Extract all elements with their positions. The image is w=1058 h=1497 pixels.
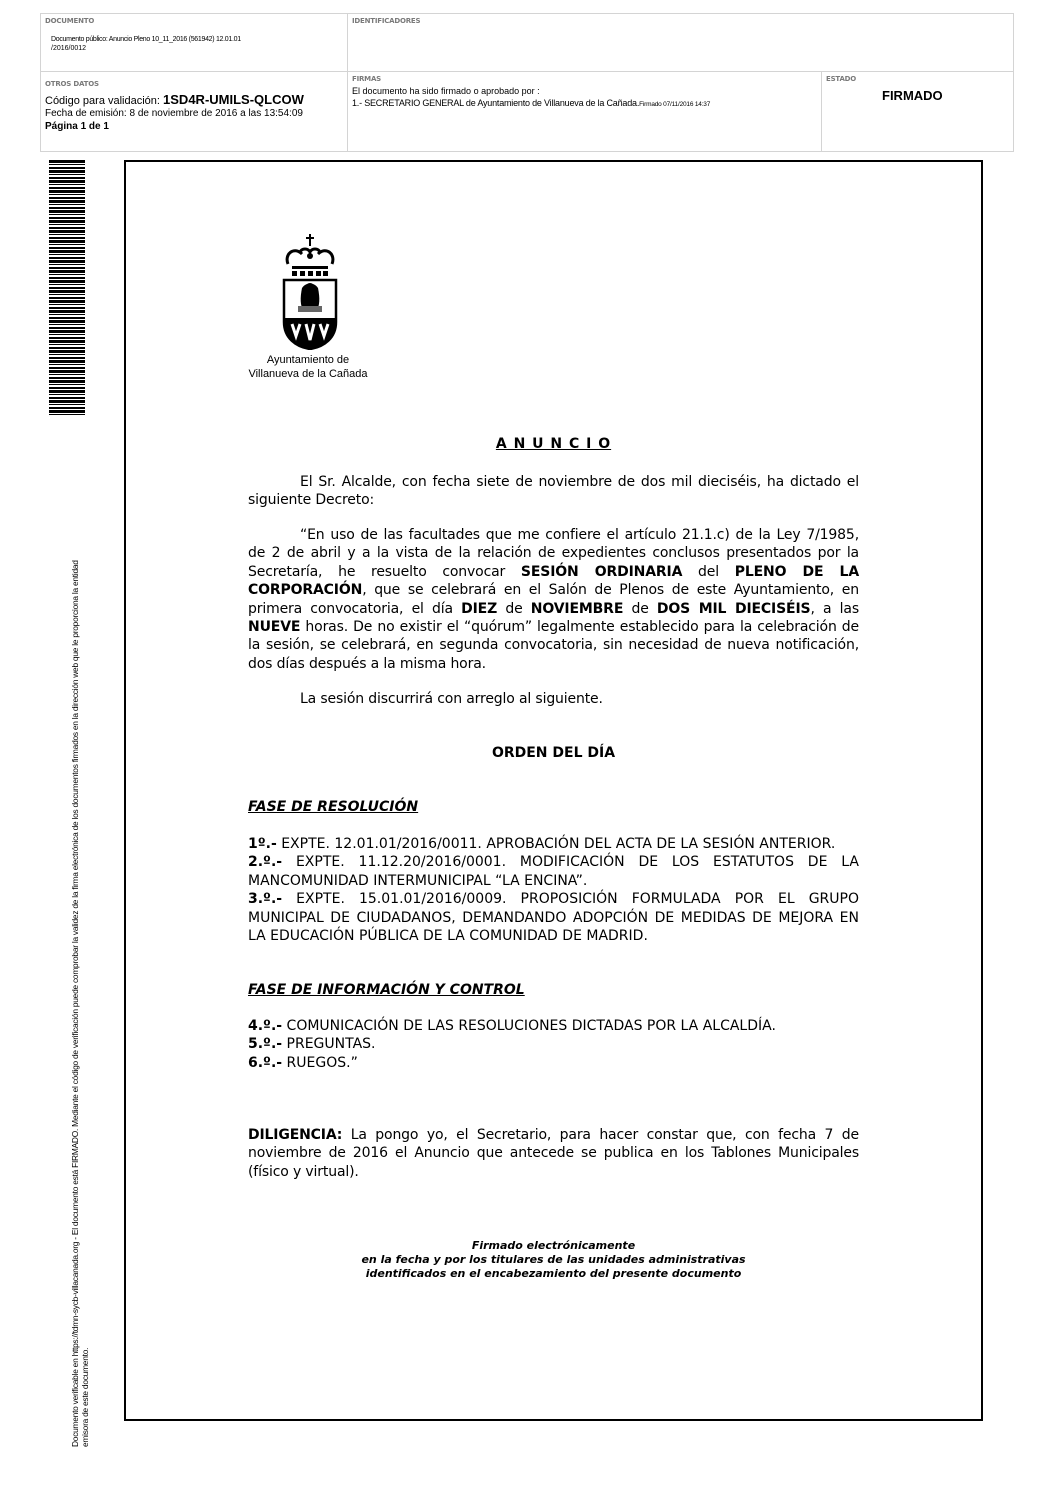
agenda-item-6-number: 6.º.-	[248, 1054, 283, 1071]
fase-informacion-heading: FASE DE INFORMACIÓN Y CONTROL	[248, 982, 525, 998]
documento-text-2: /2016/0012	[51, 45, 87, 52]
decree-text-4: de	[497, 600, 531, 617]
intro-paragraph: El Sr. Alcalde, con fecha siete de noviembre de dos mil dieciséis, ha dictado el siguiente Decreto:	[248, 474, 859, 509]
side-text-line-2: emisora de este documento.	[80, 1347, 90, 1447]
agenda-item-6-text: RUEGOS.”	[282, 1054, 358, 1071]
header-identificadores-box	[347, 13, 1014, 72]
decree-bold-mes: NOVIEMBRE	[530, 600, 624, 617]
agenda-item-3-text: EXPTE. 15.01.01/2016/0009. PROPOSICIÓN FORMULADA POR EL GRUPO MUNICIPAL DE CIUDADANOS, DEMANDANDO ADOPCIÓN DE MEDIDAS DE MEJORA EN LA EDUCACIÓN PÚBLICA DE LA COMUNIDAD DE MADRID.	[248, 891, 859, 945]
diligencia-label: DILIGENCIA:	[248, 1127, 343, 1143]
otros-datos-label: OTROS DATOS	[45, 80, 99, 88]
signature-line-3: identificados en el encabezamiento del presente documento	[365, 1267, 742, 1280]
electronic-signature-note	[248, 1239, 859, 1281]
estado-value: FIRMADO	[882, 88, 943, 103]
agenda-item-4-number: 4.º.-	[248, 1018, 283, 1034]
agenda-item-5-number: 5.º.-	[248, 1036, 283, 1053]
header-firmas-box	[347, 71, 822, 152]
side-text-line-1: Documento verificable en https://tdmn-sycb-villacanada.org - El documento está FIRMADO. Mediante el código de verificación puede comprobar la validez de la firma electrónica de los documentos firmados en la dirección web que le proporciona la entidad	[70, 560, 80, 1447]
decree-bold-anio: DOS MIL DIECISÉIS	[656, 600, 811, 617]
header-estado-box	[821, 71, 1014, 152]
diligencia-paragraph	[248, 1126, 859, 1181]
agenda-list-control	[248, 1017, 859, 1072]
decree-text-5: de	[623, 600, 657, 617]
decree-text-3: , que se celebrará en el Salón de Plenos de este Ayuntamiento, en primera convocatoria, el día	[248, 582, 859, 617]
decree-bold-hora: NUEVE	[248, 619, 301, 636]
signature-line-2: en la fecha y por los titulares de las unidades administrativas	[361, 1253, 746, 1266]
document-frame	[124, 160, 983, 1421]
document-title: A N U N C I O	[495, 436, 612, 452]
codigo-validacion	[45, 93, 304, 108]
firmas-date: Firmado 07/11/2016 14:37	[639, 101, 711, 108]
fase-resolucion-heading: FASE DE RESOLUCIÓN	[248, 799, 419, 815]
documento-text-1: Documento público: Anuncio Pleno 10_11_2016 (561942) 12.01.01	[51, 36, 241, 43]
session-line: La sesión discurrirá con arreglo al siguiente.	[300, 691, 603, 707]
agenda-item-6	[248, 1054, 859, 1072]
coat-of-arms-logo	[280, 232, 340, 350]
logo-caption	[238, 353, 378, 381]
agenda-item-1	[248, 835, 859, 853]
logo-caption-line-1: Ayuntamiento de	[266, 354, 350, 366]
agenda-item-2-number: 2.º.-	[248, 854, 283, 871]
diligencia-text: La pongo yo, el Secretario, para hacer constar que, con fecha 7 de noviembre de 2016 el Anuncio que antecede se publica en los Tablones Municipales (físico y virtual).	[248, 1127, 859, 1180]
firmas-signer: 1.- SECRETARIO GENERAL de Ayuntamiento de Villanueva de la Cañada.	[352, 98, 640, 108]
codigo-prefix: Código para validación:	[45, 95, 164, 107]
signature-line-1: Firmado electrónicamente	[471, 1239, 636, 1252]
firmas-label: FIRMAS	[352, 75, 382, 83]
agenda-item-3-number: 3.º.-	[248, 891, 283, 908]
decree-text-2: del	[682, 563, 735, 580]
firmas-text-2	[352, 98, 710, 110]
decree-text-6: , a las	[810, 600, 859, 617]
codigo-value: 1SD4R-UMILS-QLCOW	[163, 92, 304, 107]
agenda-item-3	[248, 890, 859, 945]
agenda-item-4-text: COMUNICACIÓN DE LAS RESOLUCIONES DICTADAS POR LA ALCALDÍA.	[282, 1018, 776, 1034]
decree-text-1: “En uso de las facultades que me confiere el artículo 21.1.c) de la Ley 7/1985, de 2 de abril y a la vista de la relación de expedientes conclusos presentados por la Secretaría, he resuelto convocar	[248, 527, 859, 580]
agenda-item-4	[248, 1017, 859, 1035]
agenda-item-5-text: PREGUNTAS.	[282, 1036, 376, 1053]
decree-bold-sesion: SESIÓN ORDINARIA	[520, 563, 683, 580]
documento-label: DOCUMENTO	[45, 17, 95, 25]
fecha-emision: Fecha de emisión: 8 de noviembre de 2016 a las 13:54:09	[45, 108, 303, 119]
agenda-item-1-number: 1º.-	[248, 836, 277, 852]
decree-paragraph	[248, 526, 859, 673]
firmas-text-1: El documento ha sido firmado o aprobado por :	[352, 86, 540, 96]
orden-title: ORDEN DEL DÍA	[491, 745, 616, 761]
estado-label: ESTADO	[826, 75, 857, 83]
side-verification-text	[70, 560, 90, 1447]
agenda-item-5	[248, 1035, 859, 1053]
pagina-indicator: Página 1 de 1	[45, 121, 109, 132]
agenda-list-resolucion	[248, 835, 859, 945]
identificadores-label: IDENTIFICADORES	[352, 17, 421, 25]
agenda-item-1-text: EXPTE. 12.01.01/2016/0011. APROBACIÓN DEL ACTA DE LA SESIÓN ANTERIOR.	[276, 836, 836, 852]
decree-bold-pleno: PLENO DE LA CORPORACIÓN	[248, 563, 860, 599]
agenda-item-2	[248, 853, 859, 890]
barcode	[49, 160, 85, 416]
decree-text-7: horas. De no existir el “quórum” legalmente establecido para la celebración de la sesión, se celebrará, en segunda convocatoria, sin necesidad de nueva notificación, dos días después a la misma hora.	[248, 619, 859, 672]
agenda-item-2-text: EXPTE. 11.12.20/2016/0001. MODIFICACIÓN DE LOS ESTATUTOS DE LA MANCOMUNIDAD INTERMUNICIPAL “LA ENCINA”.	[248, 854, 859, 889]
logo-caption-line-2: Villanueva de la Cañada	[248, 368, 368, 380]
decree-bold-dia: DIEZ	[461, 600, 498, 617]
